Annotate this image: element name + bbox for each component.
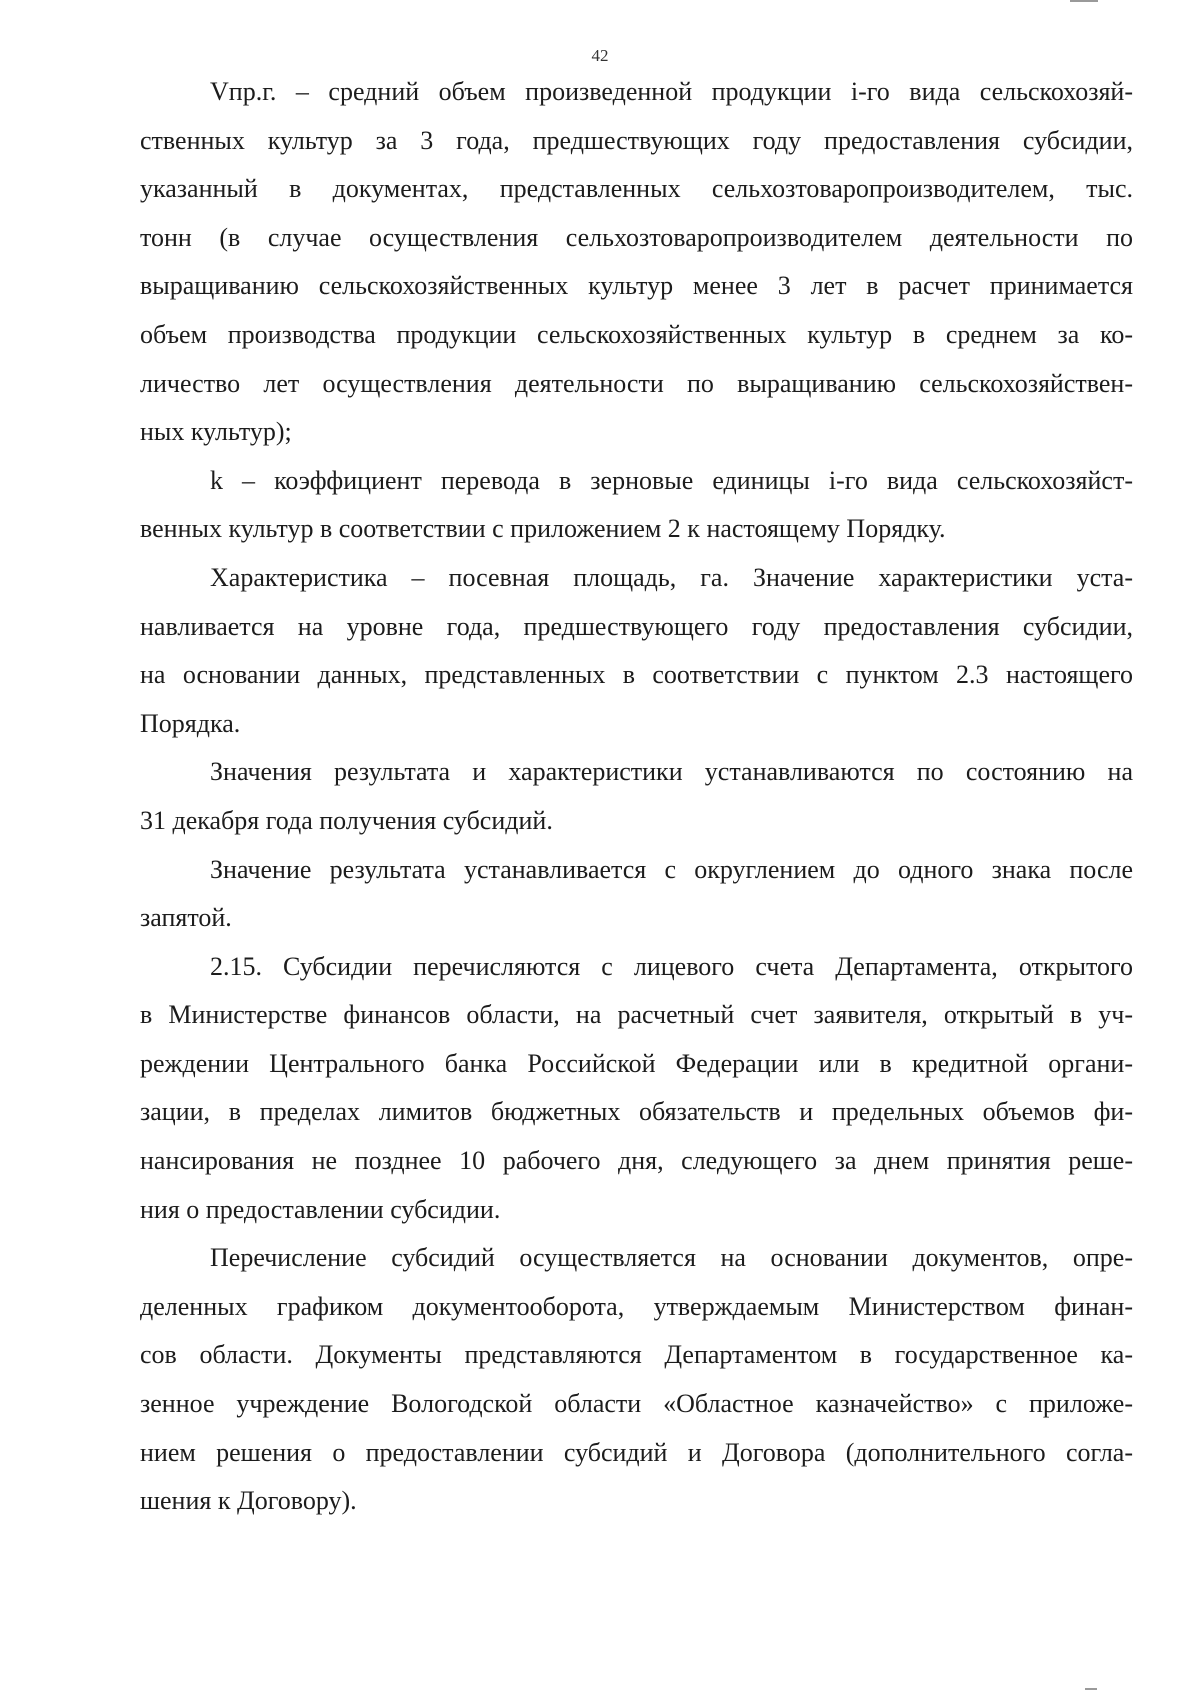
text-line: запятой. xyxy=(140,903,232,933)
text-line: деленных графиком документооборота, утверждаемым Министерством финан- xyxy=(140,1291,1133,1321)
text-line: венных культур в соответствии с приложением 2 к настоящему Порядку. xyxy=(140,514,946,544)
text-line: зенное учреждение Вологодской области «Областное казначейство» с приложе- xyxy=(140,1389,1133,1419)
text-line: Значения результата и характеристики устанавливаются по состоянию на xyxy=(210,757,1133,787)
text-line: шения к Договору). xyxy=(140,1486,357,1516)
text-line: 31 декабря года получения субсидий. xyxy=(140,805,553,835)
text-line: ных культур); xyxy=(140,417,292,447)
text-line: объем производства продукции сельскохозяйственных культур в среднем за ко- xyxy=(140,319,1133,349)
text-line: Характеристика – посевная площадь, га. Значение характеристики уста- xyxy=(210,562,1133,592)
body-text xyxy=(140,68,1133,1526)
scan-artifact-bottom-right xyxy=(1085,1688,1097,1690)
text-line: в Министерстве финансов области, на расчетный счет заявителя, открытый в уч- xyxy=(140,1000,1133,1030)
text-line: зации, в пределах лимитов бюджетных обязательств и предельных объемов фи- xyxy=(140,1097,1133,1127)
text-line: нансирования не позднее 10 рабочего дня, следующего за днем принятия реше- xyxy=(140,1146,1133,1176)
scan-artifact-top-right xyxy=(1070,0,1098,2)
text-line: навливается на уровне года, предшествующего году предоставления субсидии, xyxy=(140,611,1133,641)
text-line: указанный в документах, представленных сельхозтоваропроизводителем, тыс. xyxy=(140,174,1133,204)
text-line: 2.15. Субсидии перечисляются с лицевого счета Департамента, открытого xyxy=(210,951,1133,981)
text-line: Порядка. xyxy=(140,708,241,738)
text-line: Перечисление субсидий осуществляется на основании документов, опре- xyxy=(210,1243,1133,1273)
text-line: k – коэффициент перевода в зерновые единицы i-го вида сельскохозяйст- xyxy=(210,465,1133,495)
text-line: Значение результата устанавливается с округлением до одного знака после xyxy=(210,854,1133,884)
page-number: 42 xyxy=(591,46,609,65)
text-line: сов области. Документы представляются Департаментом в государственное ка- xyxy=(140,1340,1133,1370)
text-line: личество лет осуществления деятельности по выращиванию сельскохозяйствен- xyxy=(140,368,1133,398)
text-line: Vпр.г. – средний объем произведенной продукции i-го вида сельскохозяй- xyxy=(210,77,1133,106)
text-line: нием решения о предоставлении субсидий и Договора (дополнительного согла- xyxy=(140,1437,1133,1467)
text-line: ственных культур за 3 года, предшествующих году предоставления субсидии, xyxy=(140,125,1133,155)
text-line: выращиванию сельскохозяйственных культур менее 3 лет в расчет принимается xyxy=(140,271,1133,301)
text-line: на основании данных, представленных в соответствии с пунктом 2.3 настоящего xyxy=(140,660,1133,690)
text-line: ния о предоставлении субсидии. xyxy=(140,1194,501,1224)
text-line: тонн (в случае осуществления сельхозтоваропроизводителем деятельности по xyxy=(140,222,1133,252)
text-line: реждении Центрального банка Российской Федерации или в кредитной органи- xyxy=(140,1048,1133,1078)
